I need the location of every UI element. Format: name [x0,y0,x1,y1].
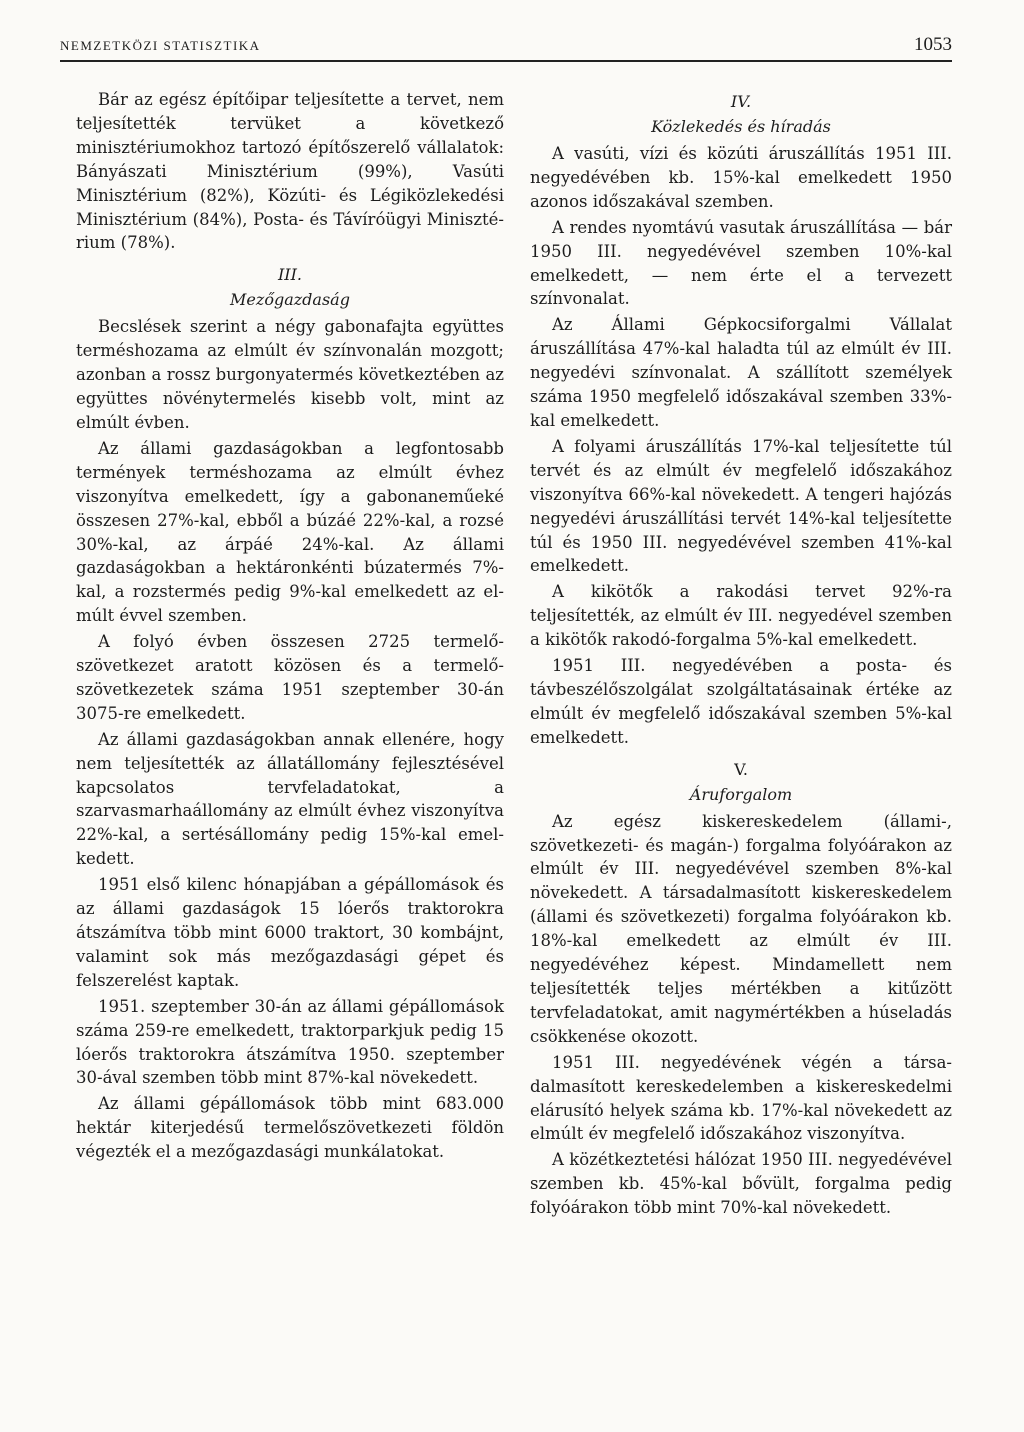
paragraph: A rendes nyomtávú vasutak áruszállítása — bár 1950 III. negyedévével szemben 10%-kal emelkedett, — nem érte el a tervezett színvonalat. [530,217,952,309]
paragraph: Bár az egész építőipar teljesítette a tervet, nem teljesítették tervüket a következő minisztériumokhoz tartozó építőszerelő vállalatok: Bányászati Minisztérium (99%), Vasúti Minisztérium (82%), Közúti- és Légiközlekedési Minisztérium (84%), Posta- és Távíróügyi Minisztérium (78%). [76,90,504,253]
left-column [76,88,504,1166]
paragraph: Az állami gazdaságokban a legfontosabb termények terméshozama az elmúlt évhez viszonyítva emelkedett, így a gabonaneműeké összesen 27%-kal, ebből a búzáé 22%-kal, a rozsé 30%-kal, az árpáé 24%-kal. Az állami gazdaságokban a hektáronkénti búzatermés 7%-kal, a rozstermés pedig 9%-kal emelkedett az elmúlt évvel szemben. [76,438,504,626]
section-number: III. [277,265,303,285]
right-column [530,88,952,1222]
paragraph: Az Állami Gépkocsiforgalmi Vállalat áruszállítása 47%-kal haladta túl az elmúlt év III. negyedévi színvonalat. A szállított személyek száma 1950 megfelelő időszakával szemben 33%-kal emelkedett. [530,315,952,430]
running-head [60,34,952,62]
section-title: Áruforgalom [689,784,793,804]
section-number: IV. [730,92,752,111]
paragraph: Becslések szerint a négy gabonafajta együttes terméshozama az elmúlt év színvonalán mozgott; azonban a rossz burgonyatermés következtében az együttes növénytermelés kisebb volt, mint az elmúlt évben. [76,317,504,432]
section-number: V. [734,759,748,779]
paragraph: A kikötők a rakodási tervet 92%-ra teljesítették, az elmúlt év III. negyedével szemben a kikötők rakodó-forgalma 5%-kal emelkedett. [530,582,952,650]
paragraph: A folyami áruszállítás 17%-kal teljesítette túl tervét és az elmúlt év megfelelő időszakához viszonyítva 66%-kal növekedett. A tengeri hajózás negyedévi áruszállítási tervét 14%-kal teljesítette túl és 1950 III. negyedévével szemben 41%-kal emelkedett. [530,436,952,576]
paragraph: 1951. szeptember 30-án az állami gépállomások száma 259-re emelkedett, traktorparkjuk pedig 15 lóerős traktorokra átszámítva 1950. szeptember 30-ával szemben több mint 87%-kal növekedett. [76,996,504,1088]
paragraph: A vasúti, vízi és közúti áruszállítás 1951 III. negyedévében kb. 15%-kal emelkedett 1950 azonos időszakával szemben. [530,144,952,211]
section-title: Mezőgazdaság [230,290,350,310]
paragraph: Az állami gazdaságokban annak ellenére, hogy nem teljesítették az állatállomány fejlesztésével kapcsolatos tervfeladatokat, a szarvasmarhaállomány az elmúlt évhez viszonyítva 22%-kal, a sertésállomány pedig 15%-kal emelkedett. [76,729,504,869]
paragraph: 1951 első kilenc hónapjában a gépállomások és az állami gazdaságok 15 lóerős traktorokra átszámítva több mint 6000 traktort, 30 kombájnt, valamint sok más mezőgazdasági gépet és felszerelést kaptak. [76,875,504,990]
paragraph: Az egész kiskereskedelem (állami-, szövetkezeti- és magán-) forgalma folyóárakon az elmúlt év III. negyedévével szemben 8%-kal növekedett. A társadalmasított kiskereskedelem (állami és szövetkezeti) forgalma folyóárakon kb. 18%-kal emelkedett az elmúlt év III. negyedévéhez képest. Mindamellett nem teljesítették teljes mértékben a kitűzött tervfeladatokat, amit nagymértékben a húseladás csökkenése okozott. [530,811,952,1046]
paragraph: Az állami gépállomások több mint 683.000 hektár kiterjedésű termelőszövetkezeti földön végezték el a mezőgazdasági munkálatokat. [76,1094,504,1162]
page-number: 1053 [914,34,952,55]
journal-title: NEMZETKÖZI STATISZTIKA [60,38,261,53]
section-title: Közlekedés és híradás [651,117,831,136]
paragraph: A közétkeztetési hálózat 1950 III. negyedévével szemben kb. 45%-kal bővült, forgalma pedig folyóárakon több mint 70%-kal növekedett. [530,1150,952,1218]
paragraph: 1951 III. negyedévének végén a társadalmasított kereskedelemben a kiskereskedelmi elárusító helyek száma kb. 17%-kal növekedett az elmúlt év megfelelő időszakához viszonyítva. [530,1052,952,1144]
paragraph: A folyó évben összesen 2725 termelőszövetkezet aratott közösen és a termelőszövetkezetek száma 1951 szeptember 30-án 3075-re emelkedett. [76,632,504,723]
paragraph: 1951 III. negyedévében a posta- és távbeszélőszolgálat szolgáltatásainak értéke az elmúlt év megfelelő időszakával szemben 5%-kal emelkedett. [530,656,952,747]
